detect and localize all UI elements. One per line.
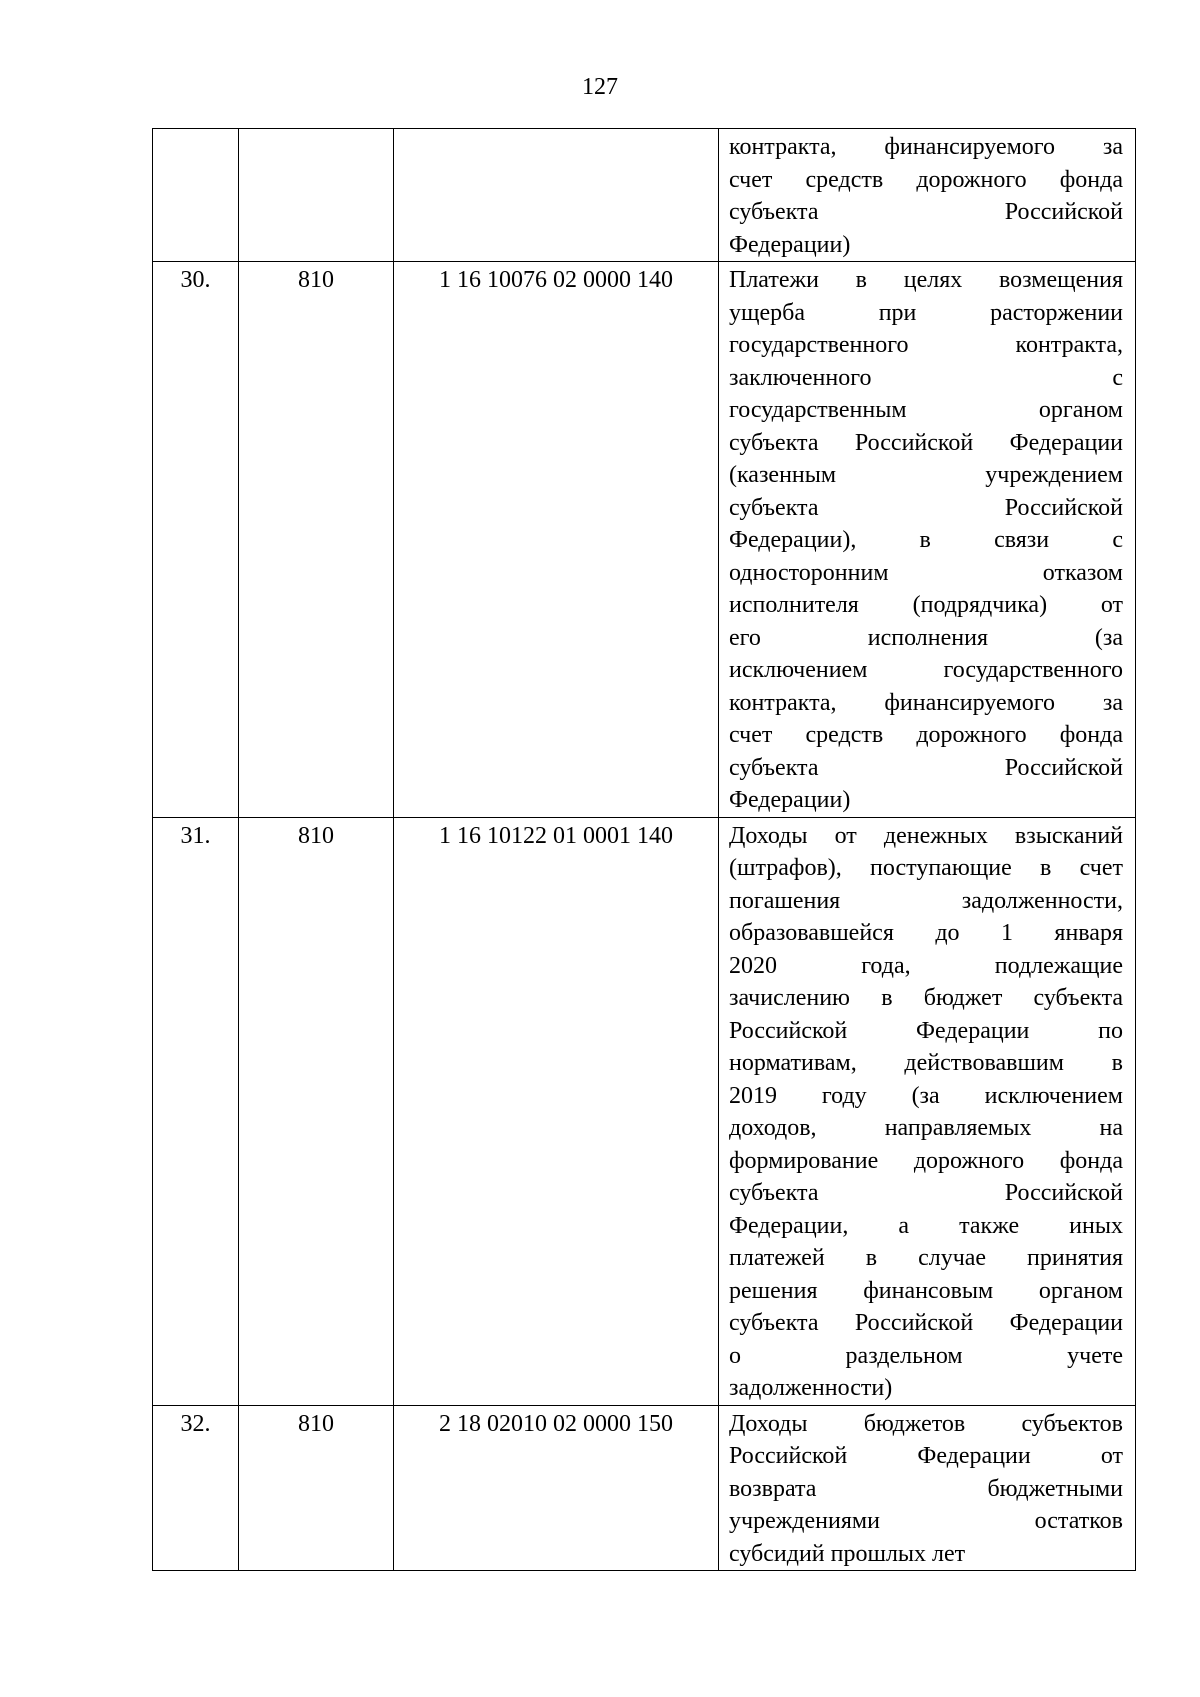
- description-line: счет средств дорожного фонда: [729, 166, 1123, 193]
- description-line: Федерации), в связи с: [729, 527, 1123, 553]
- table-row: [153, 817, 1136, 1405]
- description-line: субъекта Российской: [729, 494, 1123, 521]
- description-line: погашения задолженности,: [729, 887, 1123, 914]
- description-line: исключением государственного: [729, 657, 1123, 683]
- description-line: Федерации, а также иных: [729, 1212, 1123, 1239]
- description-line: Федерации): [729, 231, 851, 258]
- description-line: исполнителя (подрядчика) от: [729, 592, 1123, 618]
- table-row: [153, 262, 1136, 818]
- description-line: решения финансовым органом: [729, 1277, 1123, 1304]
- description-line: субъекта Российской: [729, 199, 1123, 225]
- description-line: его исполнения (за: [729, 624, 1123, 651]
- description-line: (штрафов), поступающие в счет: [729, 855, 1123, 881]
- description-line: формирование дорожного фонда: [729, 1147, 1123, 1174]
- administrator-code-cell: 810: [239, 262, 394, 818]
- description-line: Доходы от денежных взысканий: [729, 822, 1123, 849]
- description-line: контракта, финансируемого за: [729, 689, 1123, 716]
- table-body: [153, 129, 1136, 1571]
- description-line: образовавшейся до 1 января: [729, 920, 1123, 946]
- description-line: зачислению в бюджет субъекта: [729, 985, 1123, 1011]
- description-line: Российской Федерации по: [729, 1017, 1123, 1044]
- budget-classification-code-cell: [394, 129, 719, 262]
- row-number-cell: 30.: [153, 262, 239, 818]
- administrator-code-cell: 810: [239, 817, 394, 1405]
- revenue-description-cell: [719, 262, 1136, 818]
- revenue-description-cell: [719, 129, 1136, 262]
- description-line: заключенного с: [729, 364, 1123, 391]
- row-number-cell: [153, 129, 239, 262]
- administrator-code-cell: [239, 129, 394, 262]
- description-line: субсидий прошлых лет: [729, 1540, 966, 1567]
- description-line: субъекта Российской: [729, 754, 1123, 781]
- description-line: задолженности): [729, 1375, 893, 1401]
- row-number-cell: 32.: [153, 1405, 239, 1571]
- description-line: субъекта Российской: [729, 1180, 1123, 1206]
- description-line: субъекта Российской Федерации: [729, 1310, 1123, 1336]
- description-line: о раздельном учете: [729, 1342, 1123, 1369]
- description-line: Платежи в целях возмещения: [729, 267, 1123, 293]
- row-number-cell: 31.: [153, 817, 239, 1405]
- description-line: контракта, финансируемого за: [729, 134, 1123, 160]
- description-line: Российской Федерации от: [729, 1443, 1123, 1469]
- revenue-codes-table: [152, 128, 1136, 1571]
- budget-classification-code-cell: 1 16 10122 01 0001 140: [394, 817, 719, 1405]
- table-row: [153, 129, 1136, 262]
- description-line: Доходы бюджетов субъектов: [729, 1410, 1123, 1437]
- description-line: (казенным учреждением: [729, 462, 1123, 488]
- administrator-code-cell: 810: [239, 1405, 394, 1571]
- description-line: односторонним отказом: [729, 559, 1123, 586]
- description-line: Федерации): [729, 787, 851, 813]
- description-line: государственным органом: [729, 397, 1123, 423]
- description-line: возврата бюджетными: [729, 1475, 1123, 1502]
- description-line: субъекта Российской Федерации: [729, 429, 1123, 456]
- description-line: 2020 года, подлежащие: [729, 952, 1123, 979]
- description-line: доходов, направляемых на: [729, 1115, 1123, 1141]
- revenue-description-cell: [719, 1405, 1136, 1571]
- description-line: ущерба при расторжении: [729, 299, 1123, 326]
- description-line: государственного контракта,: [729, 332, 1123, 358]
- description-line: 2019 году (за исключением: [729, 1082, 1123, 1109]
- revenue-description-cell: [719, 817, 1136, 1405]
- budget-classification-code-cell: 2 18 02010 02 0000 150: [394, 1405, 719, 1571]
- description-line: платежей в случае принятия: [729, 1245, 1123, 1271]
- description-line: нормативам, действовавшим в: [729, 1050, 1123, 1076]
- budget-classification-code-cell: 1 16 10076 02 0000 140: [394, 262, 719, 818]
- description-line: учреждениями остатков: [729, 1508, 1123, 1534]
- description-line: счет средств дорожного фонда: [729, 722, 1123, 748]
- page-number: 127: [582, 74, 618, 100]
- table-row: [153, 1405, 1136, 1571]
